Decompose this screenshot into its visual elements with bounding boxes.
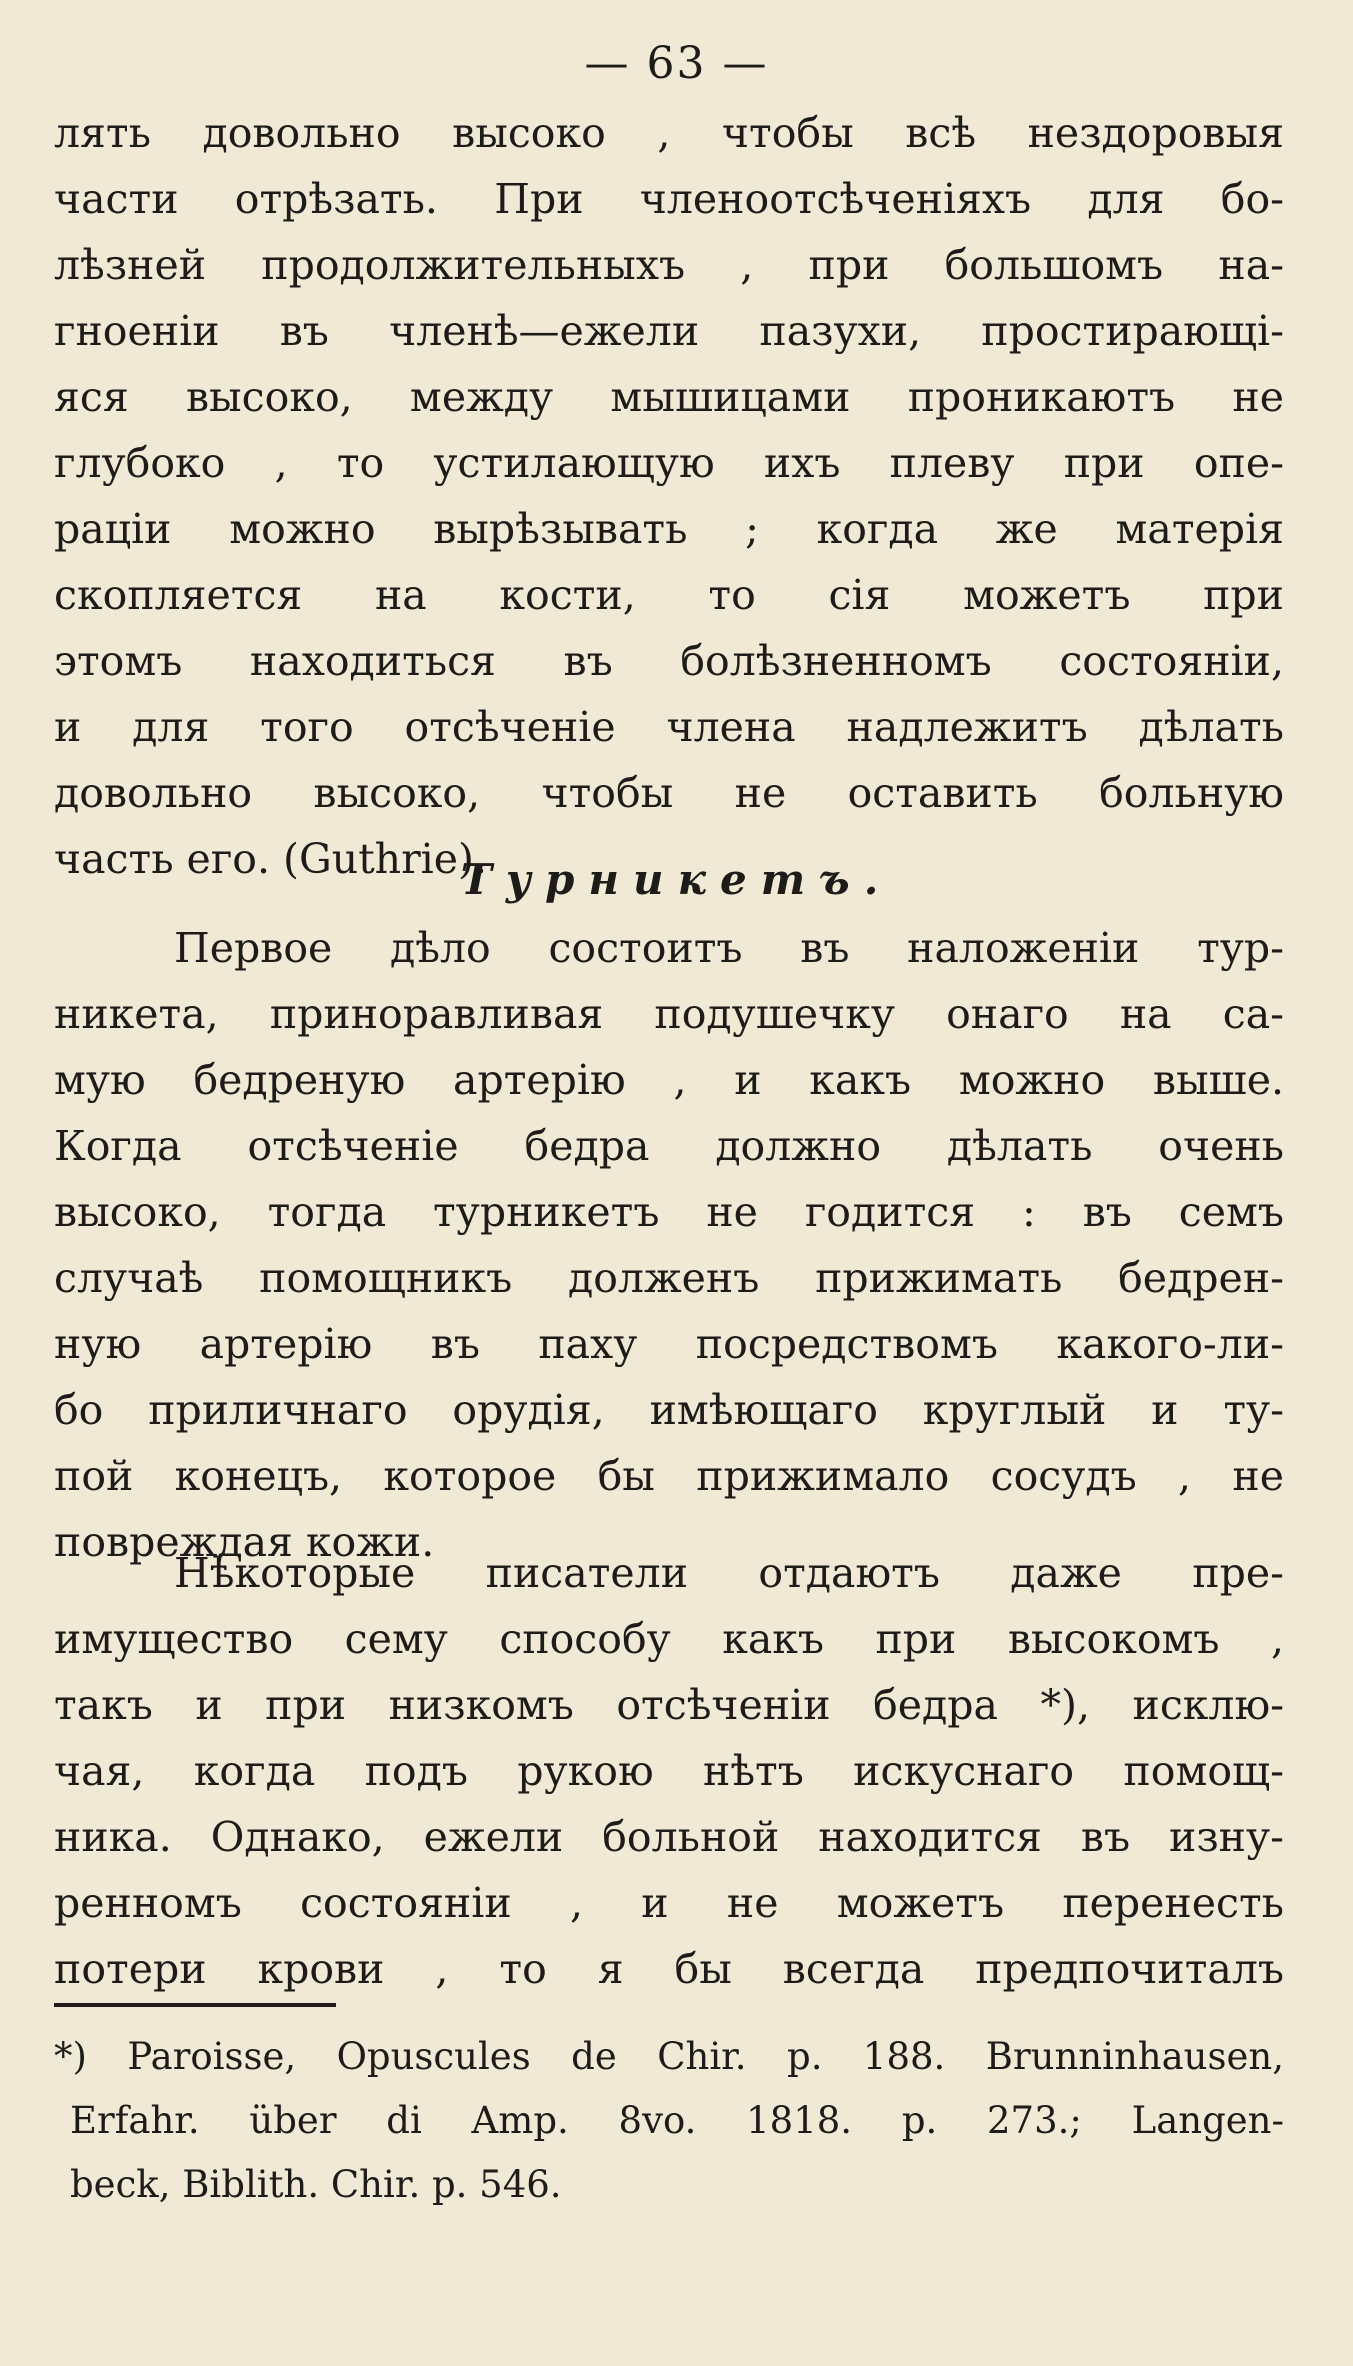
- text-line: такъ и при низкомъ отсѣченіи бедра *), исклю-: [54, 1681, 1284, 1729]
- text-line: лѣзней продолжительныхъ , при большомъ на-: [54, 241, 1284, 289]
- text-line: часть его. (Guthrie).: [54, 835, 488, 883]
- footnote-line: *) Paroisse, Opuscules de Chir. p. 188. Brunninhausen,: [54, 2035, 1284, 2078]
- footnote-line: Erfahr. über di Amp. 8vo. 1818. p. 273.; Langen-: [70, 2099, 1284, 2142]
- text-line: части отрѣзать. При членоотсѣченіяхъ для бо-: [54, 175, 1284, 223]
- text-line: ника. Однако, ежели больной находится въ изну-: [54, 1813, 1284, 1861]
- text-line: Нѣкоторые писатели отдаютъ даже пре-: [174, 1549, 1284, 1597]
- text-line: лять довольно высоко , чтобы всѣ нездоровыя: [54, 109, 1284, 157]
- text-line: скопляется на кости, то сія можетъ при: [54, 571, 1284, 619]
- text-line: чая, когда подъ рукою нѣтъ искуснаго помощ-: [54, 1747, 1284, 1795]
- paragraph-writers-preference: [54, 1540, 1284, 2002]
- text-line: глубоко , то устилающую ихъ плеву при опе-: [54, 439, 1284, 487]
- footnote: [54, 2025, 1284, 2217]
- page-number: — 63 —: [584, 38, 769, 89]
- text-line: Первое дѣло состоитъ въ наложеніи тур-: [174, 924, 1284, 972]
- footnote-line: beck, Biblith. Chir. p. 546.: [70, 2163, 562, 2206]
- text-line: раціи можно вырѣзывать ; когда же матерія: [54, 505, 1284, 553]
- text-line: никета, приноравливая подушечку онаго на са-: [54, 990, 1284, 1038]
- text-line: бо приличнаго орудія, имѣющаго круглый и ту-: [54, 1386, 1284, 1434]
- text-line: пой конецъ, которое бы прижимало сосудъ , не: [54, 1452, 1284, 1500]
- text-line: ную артерію въ паху посредствомъ какого-ли-: [54, 1320, 1284, 1368]
- text-line: повреждая кожи.: [54, 1518, 435, 1566]
- paragraph-amputation-height: [54, 100, 1284, 892]
- text-line: довольно высоко, чтобы не оставить больную: [54, 769, 1284, 817]
- text-line: Когда отсѣченіе бедра должно дѣлать очень: [54, 1122, 1284, 1170]
- text-line: гноеніи въ членѣ—ежели пазухи, простирающі-: [54, 307, 1284, 355]
- text-line: мую бедреную артерію , и какъ можно выше.: [54, 1056, 1284, 1104]
- text-line: и для того отсѣченіе члена надлежитъ дѣлать: [54, 703, 1284, 751]
- text-line: потери крови , то я бы всегда предпочиталъ: [54, 1945, 1284, 1993]
- text-line: ренномъ состояніи , и не можетъ перенесть: [54, 1879, 1284, 1927]
- text-line: яся высоко, между мышицами проникаютъ не: [54, 373, 1284, 421]
- paragraph-tourniquet: [54, 915, 1284, 1575]
- text-line: случаѣ помощникъ долженъ прижимать бедрен-: [54, 1254, 1284, 1302]
- text-line: высоко, тогда турникетъ не годится : въ семъ: [54, 1188, 1284, 1236]
- footnote-divider: [54, 2003, 336, 2007]
- section-heading-tourniquet: Турникетъ.: [460, 855, 893, 904]
- text-line: имущество сему способу какъ при высокомъ ,: [54, 1615, 1284, 1663]
- text-line: этомъ находиться въ болѣзненномъ состояніи,: [54, 637, 1284, 685]
